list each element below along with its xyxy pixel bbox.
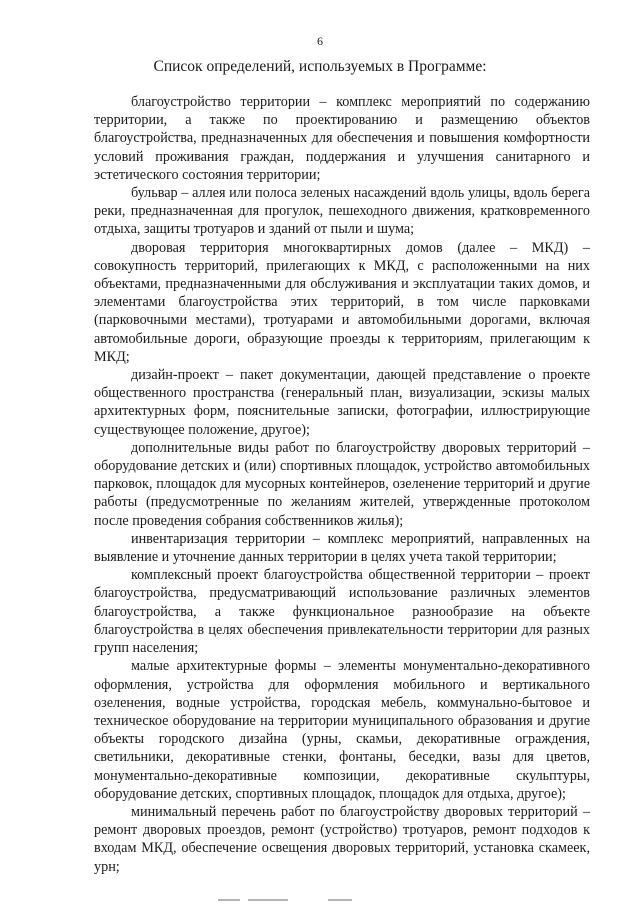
page-number: 6 <box>317 34 323 48</box>
page-title: Список определений, используемых в Программе: <box>153 58 487 75</box>
definition-paragraph: дополнительные виды работ по благоустройству дворовых территорий – оборудование детских и (или) спортивных площадок, устройство автомобильных парковок, площадок для мусорных контейнеров, озеленение территорий и другие работы (предусмотренные по желаниям жителей, утвержденные протоколом после проведения собрания собственников жилья); <box>94 439 590 529</box>
definition-paragraph: благоустройство территории – комплекс мероприятий по содержанию территории, а также по проектированию и размещению объектов благоустройства, предназначенных для обеспечения и повышения комфортности условий проживания граждан, поддержания и улучшения санитарного и эстетического состояния территории; <box>94 94 590 183</box>
scan-mark <box>248 899 288 901</box>
scan-artifact-marks <box>218 897 398 903</box>
definition-paragraph: минимальный перечень работ по благоустройству дворовых территорий – ремонт дворовых проездов, ремонт (устройство) тротуаров, ремонт подходов к входам МКД, обеспечение освещения дворовых территорий, установка скамеек, урн; <box>94 803 590 875</box>
definition-paragraph: дизайн-проект – пакет документации, дающей представление о проекте общественного пространства (генеральный план, визуализации, эскизы малых архитектурных форм, пояснительные записки, фотографии, иллюстрирующие существующее положение, другое); <box>94 367 590 438</box>
definitions-list <box>94 93 590 876</box>
scan-mark <box>218 899 240 901</box>
definition-paragraph: бульвар – аллея или полоса зеленых насаждений вдоль улицы, вдоль берега реки, предназначенная для прогулок, пешеходного движения, кратковременного отдыха, защиты тротуаров и зданий от пыли и шума; <box>94 185 590 238</box>
scan-mark <box>328 899 352 901</box>
definition-paragraph: комплексный проект благоустройства общественной территории – проект благоустройства, предусматривающий использование различных элементов благоустройства, а также функциональное разнообразие на объекте благоустройства в целях обеспечения привлекательности территории для разных групп населения; <box>94 567 590 657</box>
definition-paragraph: малые архитектурные формы – элементы монументально-декоративного оформления, устройства для оформления мобильного и вертикального озеленения, водные устройства, городская мебель, коммунально-бытовое и техническое оборудование на территории муниципального образования и другие объекты городского дизайна (урны, скамьи, декоративные ограждения, светильники, декоративные стенки, фонтаны, беседки, вазы для цветов, монументально-декоративные композиции, декоративные скульптуры, оборудование детских, спортивных площадок, площадок для отдыха, другое); <box>94 658 590 802</box>
definition-paragraph: инвентаризация территории – комплекс мероприятий, направленных на выявление и уточнение данных территории в целях учета такой территории; <box>94 530 590 566</box>
definition-paragraph: дворовая территория многоквартирных домов (далее – МКД) – совокупность территорий, прилегающих к МКД, с расположенными на них объектами, предназначенными для обслуживания и эксплуатации таких домов, и элементами благоустройства этих территорий, в том числе парковками (парковочными местами), тротуарами и автомобильными дорогами, включая автомобильные дороги, образующие проезды к территориям, прилегающим к МКД; <box>94 239 590 365</box>
